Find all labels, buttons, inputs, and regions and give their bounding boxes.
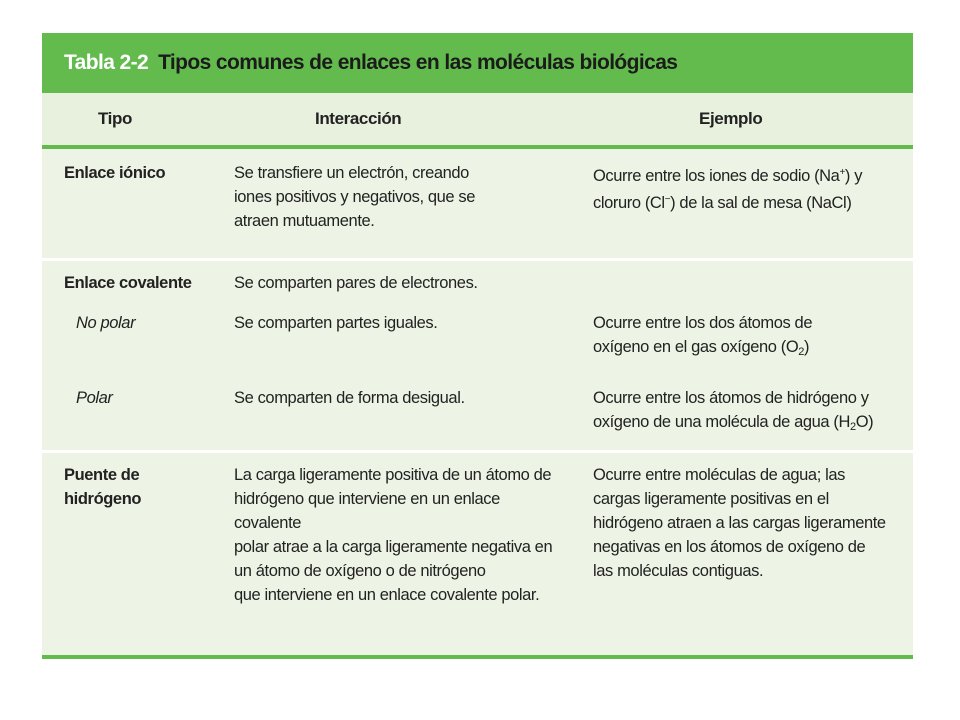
ejemplo-no-polar-part-1: Ocurre entre los dos átomos de oxígeno en el gas oxígeno (O: [593, 314, 813, 356]
tipo-no-polar: No polar: [76, 314, 136, 332]
ejemplo-no-polar-part-2: ): [804, 338, 810, 356]
tipo-covalente: Enlace covalente: [64, 274, 192, 292]
section-covalente: [42, 261, 913, 453]
chloride-charge: −: [664, 194, 671, 205]
interaccion-covalente: Se comparten pares de electrones.: [234, 274, 478, 292]
ejemplo-polar-part-2: O): [855, 413, 874, 431]
table-title: Tipos comunes de enlaces en las moléculas biológicas: [158, 51, 678, 74]
oxygen-subscript: 2: [798, 346, 805, 358]
tipo-hidrogeno: Puente de hidrógeno: [64, 466, 142, 508]
bonds-table: [42, 33, 913, 659]
header-interaccion: Interacción: [315, 109, 402, 128]
ejemplo-ionico-part-1: Ocurre entre los iones de sodio (Na: [593, 167, 840, 185]
ejemplo-ionico-part-3: ) de la sal de mesa (NaCl): [670, 194, 852, 212]
table-row: [42, 463, 913, 607]
sodium-charge: +: [839, 167, 845, 178]
table-row: [42, 386, 913, 439]
tipo-polar: Polar: [76, 389, 113, 407]
table-title-bar: [42, 33, 913, 93]
section-ionico: [42, 149, 913, 261]
ejemplo-ionico-part-2: ) y cloruro (Cl: [593, 167, 863, 212]
interaccion-polar: Se comparten de forma desigual.: [234, 389, 465, 407]
section-hidrogeno: [42, 453, 913, 659]
interaccion-hidrogeno: La carga ligeramente positiva de un átomo de hidrógeno que interviene en un enlace covalente polar atrae a la carga ligeramente negativa en un átomo de oxígeno o de nitrógeno que interviene en un enlace covalente polar.: [234, 466, 553, 604]
interaccion-ionico: Se transfiere un electrón, creando iones positivos y negativos, que se atraen mutuamente.: [234, 164, 475, 230]
table-row: [42, 311, 913, 364]
table-row: [42, 161, 913, 233]
table-label: Tabla 2-2: [64, 51, 149, 74]
ejemplo-polar-part-1: Ocurre entre los átomos de hidrógeno y oxígeno de una molécula de agua (H: [593, 389, 869, 431]
water-subscript: 2: [850, 421, 856, 433]
table-header-row: [42, 93, 913, 149]
header-ejemplo: Ejemplo: [699, 109, 763, 128]
tipo-ionico: Enlace iónico: [64, 164, 166, 182]
ejemplo-polar: [571, 386, 913, 439]
ejemplo-ionico: [571, 161, 913, 233]
table-row: [42, 271, 913, 295]
ejemplo-hidrogeno: Ocurre entre moléculas de agua; las cargas ligeramente positivas en el hidrógeno atraen a las cargas ligeramente negativas en los átomos de oxígeno de las moléculas contiguas.: [593, 466, 886, 580]
interaccion-no-polar: Se comparten partes iguales.: [234, 314, 438, 332]
ejemplo-no-polar: [571, 311, 913, 364]
header-tipo: Tipo: [98, 109, 132, 128]
